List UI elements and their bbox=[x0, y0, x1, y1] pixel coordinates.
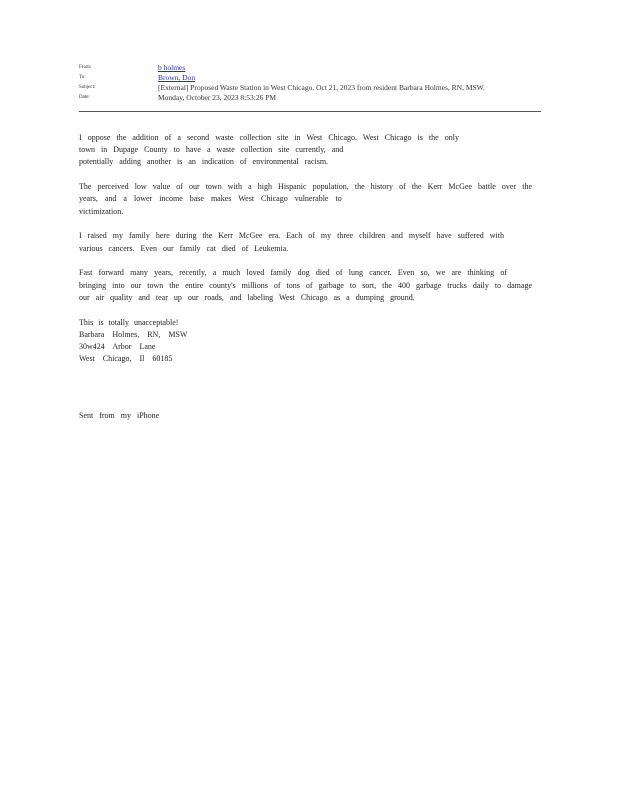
from-row bbox=[79, 63, 541, 73]
body-line: various cancers. Even our family cat died of Leukemia. bbox=[79, 243, 289, 253]
body-line: victimization. bbox=[79, 206, 124, 216]
header-divider bbox=[79, 111, 541, 112]
from-sender-link[interactable]: b holmes bbox=[158, 63, 186, 72]
signature-line: West Chicago, Il 60185 bbox=[79, 354, 173, 364]
from-label: From: bbox=[79, 65, 92, 70]
signature-line: This is totally unacceptable! bbox=[79, 317, 179, 327]
signature-block bbox=[79, 317, 534, 366]
paragraph-opposition bbox=[79, 132, 459, 169]
to-row bbox=[79, 73, 541, 83]
body-line: bringing into our town the entire county's millions of tons of garbage to sort, the 400 garbage trucks daily to damage bbox=[79, 280, 532, 290]
email-header bbox=[79, 63, 541, 103]
date-label: Date: bbox=[79, 95, 90, 100]
body-line: I oppose the addition of a second waste collection site in West Chicago. West Chicago is the only bbox=[79, 133, 459, 142]
paragraph-history bbox=[79, 181, 532, 218]
body-line: Fast forward many years, recently, a much loved family dog died of lung cancer. Even so, we are thinking of bbox=[79, 268, 507, 278]
paragraph-family bbox=[79, 230, 504, 254]
subject-row bbox=[79, 83, 541, 93]
email-body bbox=[79, 132, 534, 378]
body-line: The perceived low value of our town with a high Hispanic population, the history of the Kerr McGee battle over the bbox=[79, 182, 532, 192]
to-label: To: bbox=[79, 75, 86, 80]
body-line: years, and a lower income base makes West Chicago vulnerable to bbox=[79, 194, 342, 204]
body-line: our air quality and tear up our roads, and labeling West Chicago as a dumping ground. bbox=[79, 292, 415, 302]
paragraph-garbage bbox=[79, 267, 532, 304]
subject-text: [External] Proposed Waste Station in West Chicago, Oct 21, 2023 from resident Barbara Holmes, RN, MSW. bbox=[158, 83, 485, 92]
sent-from-text: Sent from my iPhone bbox=[79, 411, 160, 420]
subject-label: Subject: bbox=[79, 85, 96, 90]
body-line: potentially adding another is an indication of environmental racism. bbox=[79, 157, 329, 167]
signature-line: Barbara Holmes, RN, MSW bbox=[79, 329, 188, 339]
body-line: I raised my family here during the Kerr McGee era. Each of my three children and myself have suffered with bbox=[79, 231, 504, 241]
date-text: Monday, October 23, 2023 8:53:26 PM bbox=[158, 93, 277, 102]
to-recipient-link[interactable]: Brown, Don bbox=[158, 73, 196, 82]
body-line: town in Dupage County to have a waste collection site currently, and bbox=[79, 145, 344, 155]
signature-line: 30w424 Arbor Lane bbox=[79, 342, 156, 352]
date-row bbox=[79, 93, 541, 103]
